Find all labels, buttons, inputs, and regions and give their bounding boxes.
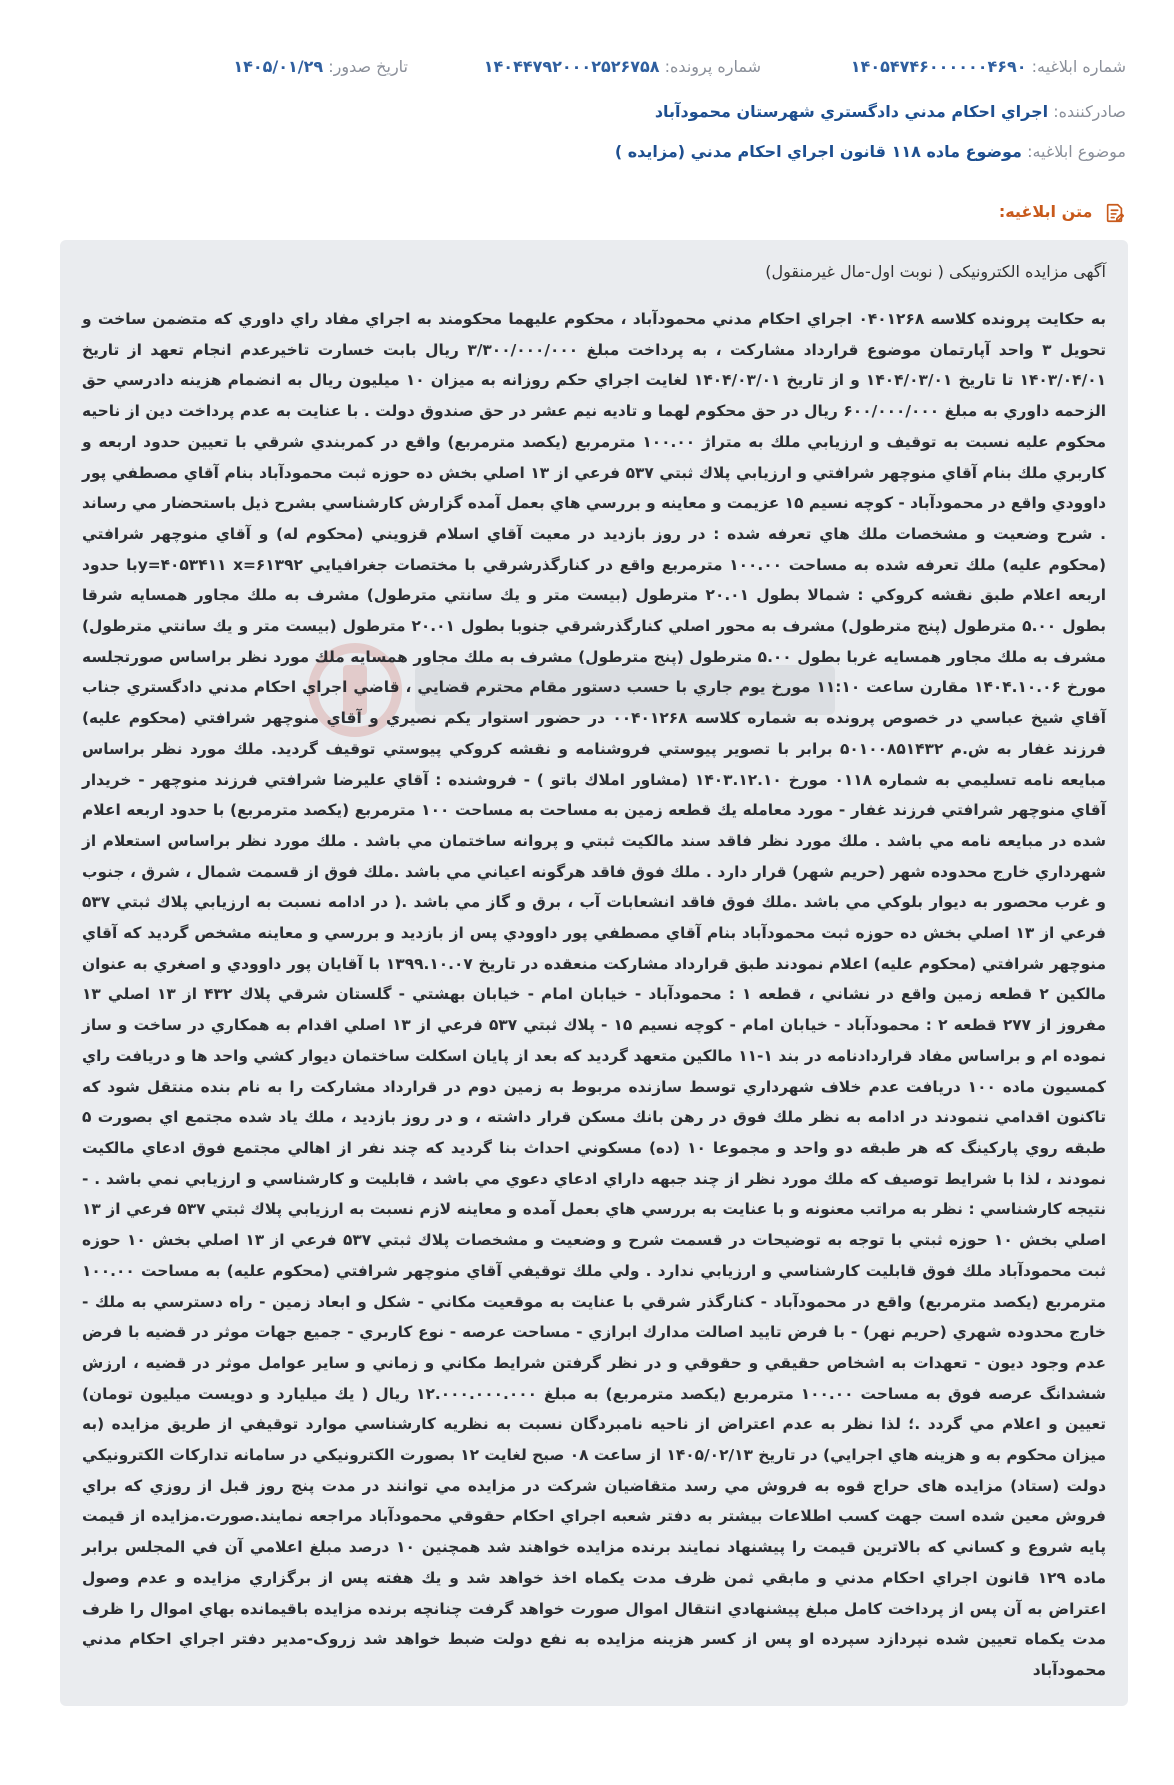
case-number	[484, 55, 761, 79]
notice-number-label: شماره ابلاغیه:	[1031, 57, 1126, 76]
issue-date-label: تاریخ صدور:	[328, 57, 408, 76]
notice-number	[851, 55, 1126, 79]
notice-text-title	[999, 200, 1126, 224]
issue-date	[233, 55, 408, 79]
subject-row	[48, 140, 1126, 164]
issuer-label: صادرکننده:	[1053, 102, 1126, 121]
notice-heading: آگهی مزایده الکترونیکی ( نوبت اول-مال غیرمنقول)	[765, 262, 1106, 281]
notice-text-box	[60, 240, 1128, 1706]
notice-number-value: ۱۴۰۵۴۷۴۶۰۰۰۰۰۰۴۶۹۰	[850, 57, 1027, 76]
notice-body: به حكايت پرونده كلاسه ۰۴۰۱۲۶۸ اجراي احكام مدني محمودآباد ، محكوم عليهما محكومند به اجراي مفاد راي داوري كه متضمن ساخت و تحويل ۳ واحد آپارتمان موضوع قرارداد مشاركت ، به پرداخت مبلغ ۳/۳۰۰/۰۰۰/۰۰۰ ريال بابت خسارت تاخيرعدم انجام تعهد از تاريخ ۱۴۰۳/۰۴/۰۱ تا تاريخ ۱۴۰۴/۰۳/۰۱ و از تاريخ ۱۴۰۴/۰۳/۰۱ لغايت اجراي حكم روزانه به ميزان ۱۰ ميليون ريال به انضمام هزينه دادرسي حق الزحمه داوري به مبلغ ۶۰۰/۰۰۰/۰۰۰ ريال در حق محكوم لهما و تاديه نيم عشر در حق صندوق دولت . با عنايت به عدم پرداخت دين از ناحيه محكوم عليه نسبت به توقيف و ارزيابي ملك به متراژ ۱۰۰.۰۰ مترمربع (يكصد مترمربع) واقع در كمربندي شرقي با تعيين حدود اربعه و كاربري ملك بنام آقاي منوچهر شرافتي و ارزيابي پلاك ثبتي ۵۳۷ فرعي از ۱۳ اصلي بخش ده حوزه ثبت محمودآباد بنام آقاي مصطفي پور داوودي واقع در محمودآباد - كوچه نسيم ۱۵ عزيمت و معاينه و بررسي هاي بعمل آمده گزارش كارشناسي بشرح ذيل باستحضار مي رساند . شرح وضعيت و مشخصات ملك هاي تعرفه شده : در روز بازديد در معيت آقاي اسلام قزويني (محكوم له) و آقاي منوچهر شرافتي (محكوم عليه) ملك تعرفه شده به مساحت ۱۰۰.۰۰ مترمربع واقع در كنارگذرشرقي با مختصات جغرافيايي y=۴۰۵۳۴۱۱ x=۶۱۳۹۲با حدود اربعه اعلام طبق نقشه كروكي : شمالا بطول ۲۰.۰۱ مترطول (بيست متر و يك سانتي مترطول) مشرف به ملك مجاور همسايه شرقا بطول ۵.۰۰ مترطول (پنج مترطول) مشرف به محور اصلي كنارگذرشرقي جنوبا بطول ۲۰.۰۱ مترطول (بيست متر و يك سانتي مترطول) مشرف به ملك مجاور همسايه غربا بطول ۵.۰۰ مترطول (پنج مترطول) مشرف به ملك مجاور همسايه ملك مورد نظر براساس صورتجلسه مورخ ۱۴۰۴.۱۰.۰۶ مقارن ساعت ۱۱:۱۰ مورخ يوم جاري با حسب دستور مقام محترم قضايي ، قاضي اجراي احكام مدني دادگستري جناب آقاي شيخ عباسي در خصوص پرونده به شماره كلاسه ۰۰۴۰۱۲۶۸ در حضور استوار يكم نصيري و آقاي منوچهر شرافتي (محكوم عليه) فرزند غفار به ش.م ۵۰۱۰۰۸۵۱۴۳۲ برابر با تصوير پيوستي فروشنامه و نقشه كروكي پيوستي توقيف گرديد. ملك مورد نظر براساس مبايعه نامه تسليمي به شماره ۰۱۱۸ مورخ ۱۴۰۳.۱۲.۱۰ (مشاور املاك باتو ) - فروشنده : آقاي عليرضا شرافتي فرزند منوچهر - خريدار آقاي منوچهر شرافتي فرزند غفار - مورد معامله يك قطعه زمين به مساحت به مساحت ۱۰۰ مترمربع (يكصد مترمربع) با حدود اربعه اعلام شده در مبايعه نامه مي باشد . ملك مورد نظر فاقد سند مالكيت ثبتي و پروانه ساختمان مي باشد . ملك مورد نظر براساس استعلام از شهرداري خارج محدوده شهر (حريم شهر) قرار دارد . ملك فوق فاقد هرگونه اعياني مي باشد .ملك فوق از قسمت شمال ، شرق ، جنوب و غرب محصور به ديوار بلوكي مي باشد .ملك فوق فاقد انشعابات آب ، برق و گاز مي باشد .( در ادامه نسبت به ارزيابي پلاك ثبتي ۵۳۷ فرعي از ۱۳ اصلي بخش ده حوزه ثبت محمودآباد بنام آقاي مصطفي پور داوودي پس از بازديد و بررسي و معاينه مشخص گرديد كه آقاي منوچهر شرافتي (محكوم عليه) اعلام نمودند طبق قرارداد مشاركت منعقده در تاريخ ۱۳۹۹.۱۰.۰۷ با آقايان پور داوودي و اصغري به عنوان مالكين ۲ قطعه زمين واقع در نشاني ، قطعه ۱ : محمودآباد - خيابان امام - خيابان بهشتي - گلستان شرقي پلاك ۴۳۲ از ۱۳ اصلي ۱۳ مفروز از ۲۷۷ قطعه ۲ : محمودآباد - خيابان امام - كوچه نسيم ۱۵ - پلاك ثبتي ۵۳۷ فرعي از ۱۳ اصلي اقدام به همكاري در ساخت و ساز نموده ام و براساس مفاد قراردادنامه در بند ۱-۱۱ مالكين متعهد گرديد كه بعد از پايان اسكلت ساختمان ديوار كشي واحد ها و دريافت راي كمسيون ماده ۱۰۰ دريافت عدم خلاف شهرداري توسط سازنده مربوط به زمين دوم در قرارداد مشاركت را به نام بنده منتقل شود كه تاكنون اقدامي ننمودند در ادامه به نظر ملك فوق در رهن بانك مسكن قرار داشته ، و در روز بازديد ، ملك ياد شده مجتمع اي بصورت ۵ طبقه روي پاركينگ كه هر طبقه دو واحد و مجموعا ۱۰ (ده) مسكوني احداث بنا گرديد كه چند نفر از اهالي مجتمع فوق ادعاي مالكيت نمودند ، لذا با شرايط توصيف كه ملك مورد نظر از چند جبهه داراي ادعاي دعوي مي باشد ، قابليت و كارشناسي و ارزيابي نمي باشد . - نتيجه كارشناسي : نظر به مراتب معنونه و با عنايت به بررسي هاي بعمل آمده و معاينه لازم نسبت به ارزيابي پلاك ثبتي ۵۳۷ فرعي از ۱۳ اصلي بخش ۱۰ حوزه ثبتي با توجه به توضيحات در قسمت شرح و وضعيت و مشخصات پلاك ثبتي ۵۳۷ فرعي از ۱۳ اصلي بخش ۱۰ حوزه ثبت محمودآباد ملك فوق قابليت كارشناسي و ارزيابي ندارد . ولي ملك توقيفي آقاي منوچهر شرافتي (محكوم عليه) به مساحت ۱۰۰.۰۰ مترمربع (يكصد مترمربع) واقع در محمودآباد - كنارگذر شرقي با عنايت به موقعيت مكاني - شكل و ابعاد زمين - راه دسترسي به ملك - خارج محدوده شهري (حريم نهر) - با فرض تاييد اصالت مدارك ابرازي - مساحت عرصه - نوع كاربري - جميع جهات موثر در قضيه با فرض عدم وجود ديون - تعهدات به اشخاص حقيقي و حقوقي و در نظر گرفتن شرايط مكاني و زماني و ساير عوامل موثر در قضيه ، ارزش ششدانگ عرصه فوق به مساحت ۱۰۰.۰۰ مترمربع (يكصد مترمربع) به مبلغ ۱۲.۰۰۰.۰۰۰.۰۰۰ ريال ( يك ميليارد و دويست ميليون تومان) تعيين و اعلام مي گردد .؛ لذا نظر به عدم اعتراض از ناحيه نامبردگان نسبت به نظريه كارشناسي موارد توقيفي از طريق مزايده (به ميزان محكوم به و هزينه هاي اجرايي) در تاريخ ۱۴۰۵/۰۲/۱۳ از ساعت ۰۸ صبح لغايت ۱۲ بصورت الكترونيكي در سامانه تداركات الكترونيكي دولت (ستاد) مزايده های حراج قوه به فروش مي رسد متقاضيان شركت در مزايده مي توانند در مدت پنج روز قبل از روزي كه براي فروش معين شده است جهت كسب اطلاعات بيشتر به دفتر شعبه اجراي احكام حقوقي محمودآباد مراجعه نمايند.صورت.مزايده از قيمت پايه شروع و كساني كه بالاترين قيمت را پيشنهاد نمايند برنده مزايده خواهند شد همچنين ۱۰ درصد مبلغ اعلامي آن في المجلس برابر ماده ۱۲۹ قانون اجراي احكام مدني و مابقي ثمن ظرف مدت يكماه اخذ خواهد شد و يك هفته پس از برگزاري مزايده و عدم وصول اعتراض به آن پس از پرداخت كامل مبلغ پيشنهادي انتقال اموال صورت خواهد گرفت چنانچه برنده مزايده باقيمانده بهاي اموال را ظرف مدت يكماه تعيين شده نپردازد سپرده او پس از كسر هزينه مزايده به نفع دولت ضبط خواهد شد زروک-مدير دفتر اجراي احكام مدني محمودآباد	[82, 310, 1107, 1679]
issuer-value: اجراي احكام مدني دادگستري شهرستان محمودآباد	[654, 102, 1049, 121]
case-number-value: ۱۴۰۴۴۷۹۲۰۰۰۲۵۲۶۷۵۸	[483, 57, 660, 76]
subject-label: موضوع ابلاغیه:	[1027, 142, 1126, 161]
document-edit-icon	[1104, 202, 1126, 224]
notice-text-title-label: متن ابلاغیه:	[998, 202, 1093, 221]
issue-date-value: ۱۴۰۵/۰۱/۲۹	[233, 57, 324, 76]
case-number-label: شماره پرونده:	[664, 57, 761, 76]
subject-value: موضوع ماده ۱۱۸ قانون اجراي احكام مدني (مزايده )	[614, 142, 1022, 161]
issuer-row	[48, 100, 1126, 124]
